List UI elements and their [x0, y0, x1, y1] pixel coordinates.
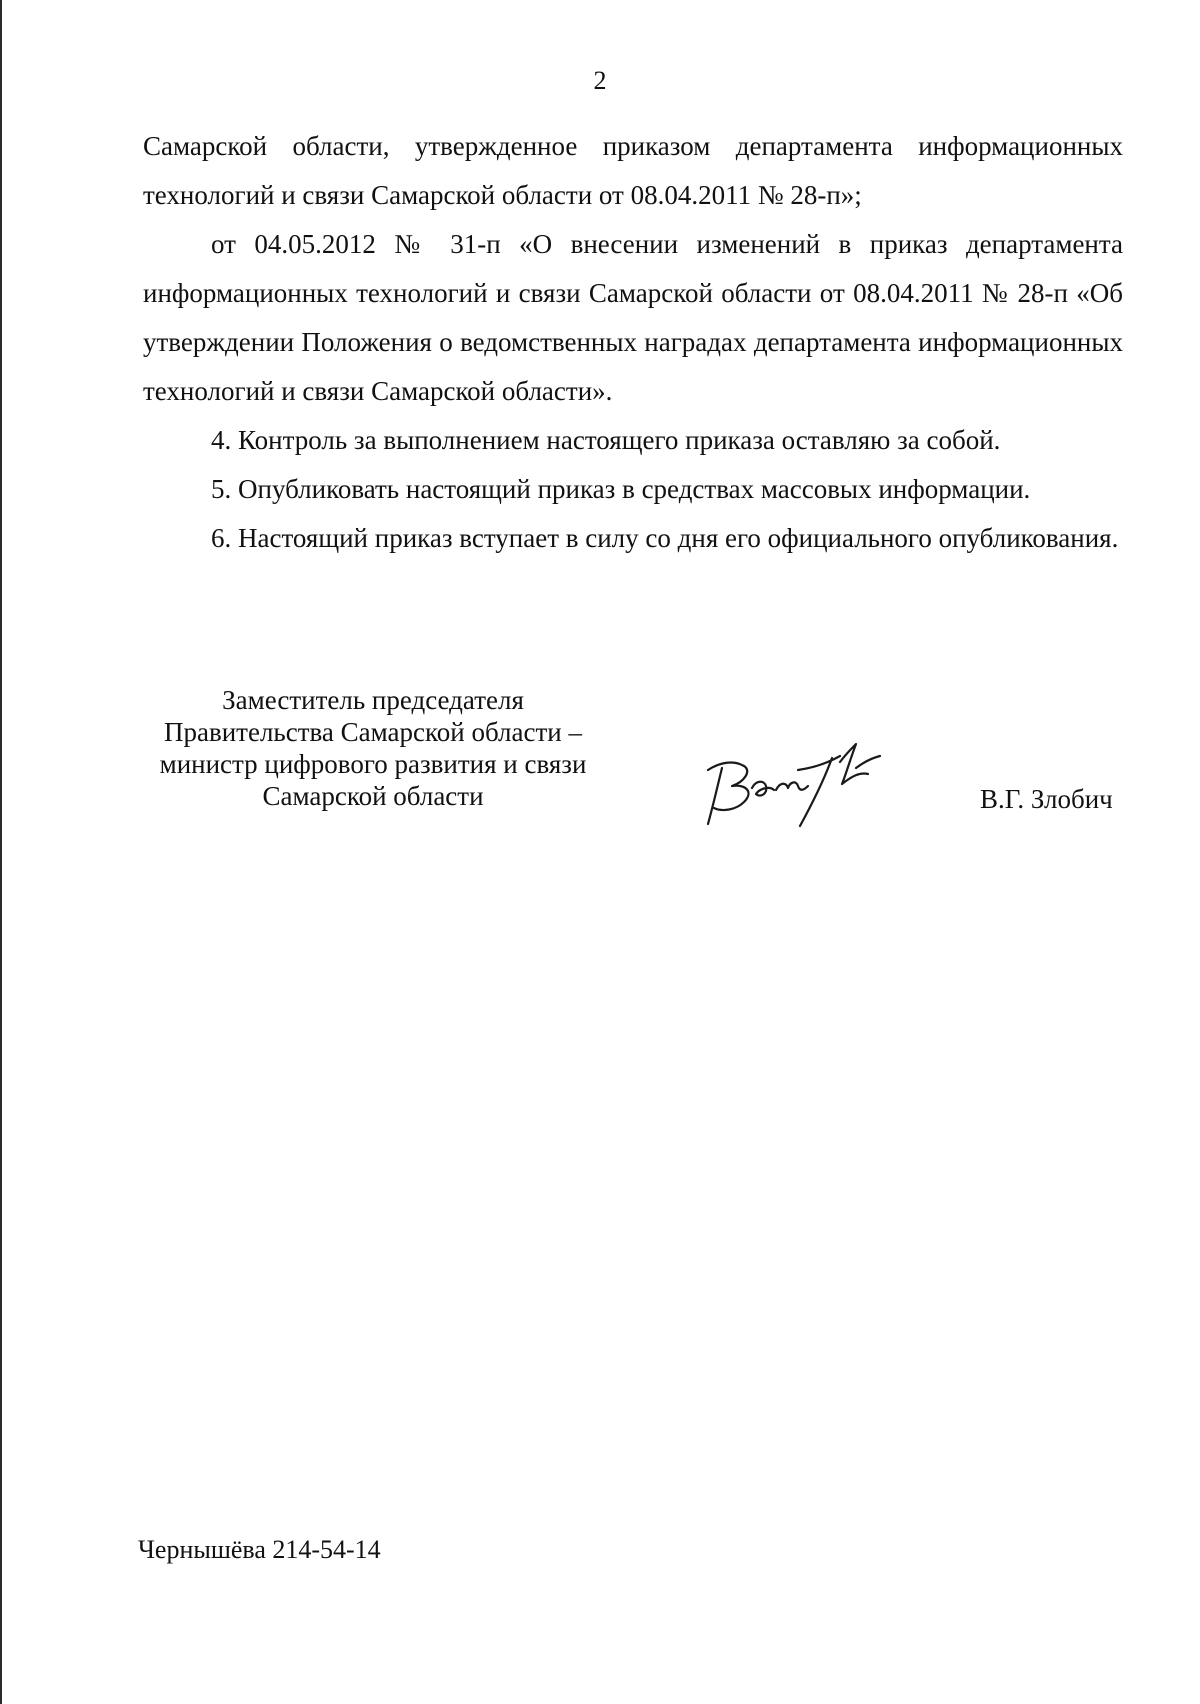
signatory-position-line: Правительства Самарской области – [164, 717, 582, 747]
signatory-position-line: Заместитель председателя [222, 685, 524, 715]
paragraph-item-5: 5. Опубликовать настоящий приказ в средствах массовых информации. [211, 474, 1031, 504]
paragraph-item-6: 6. Настоящий приказ вступает в силу со дня его официального опубликования. [211, 523, 1119, 553]
signatory-position-line: Самарской области [262, 781, 484, 811]
signatory-name: В.Г. Злобич [980, 784, 1113, 814]
scan-edge [0, 0, 2, 1704]
paragraph-continuation: Самарской области, утвержденное приказом департамента информационных технологий и связи Самарской области от 08.04.2011 № 28-п»; [143, 131, 1123, 210]
paragraph-order-amendment: от 04.05.2012 № 31-п «О внесении изменений в приказ департамента информационных технологий и связи Самарской области от 08.04.2011 № 28-п «Об утверждении Положения о ведомственных наградах департамента информационных технологий и связи Самарской области». [143, 229, 1123, 406]
page-number: 2 [593, 66, 607, 95]
signatory-position-line: министр цифрового развития и связи [159, 749, 587, 779]
paragraph-item-4: 4. Контроль за выполнением настоящего приказа оставляю за собой. [211, 425, 1001, 455]
signatory-position [138, 684, 608, 812]
handwritten-signature [700, 740, 890, 830]
executor-contact: Чернышёва 214-54-14 [138, 1535, 381, 1564]
document-body [143, 122, 1123, 563]
